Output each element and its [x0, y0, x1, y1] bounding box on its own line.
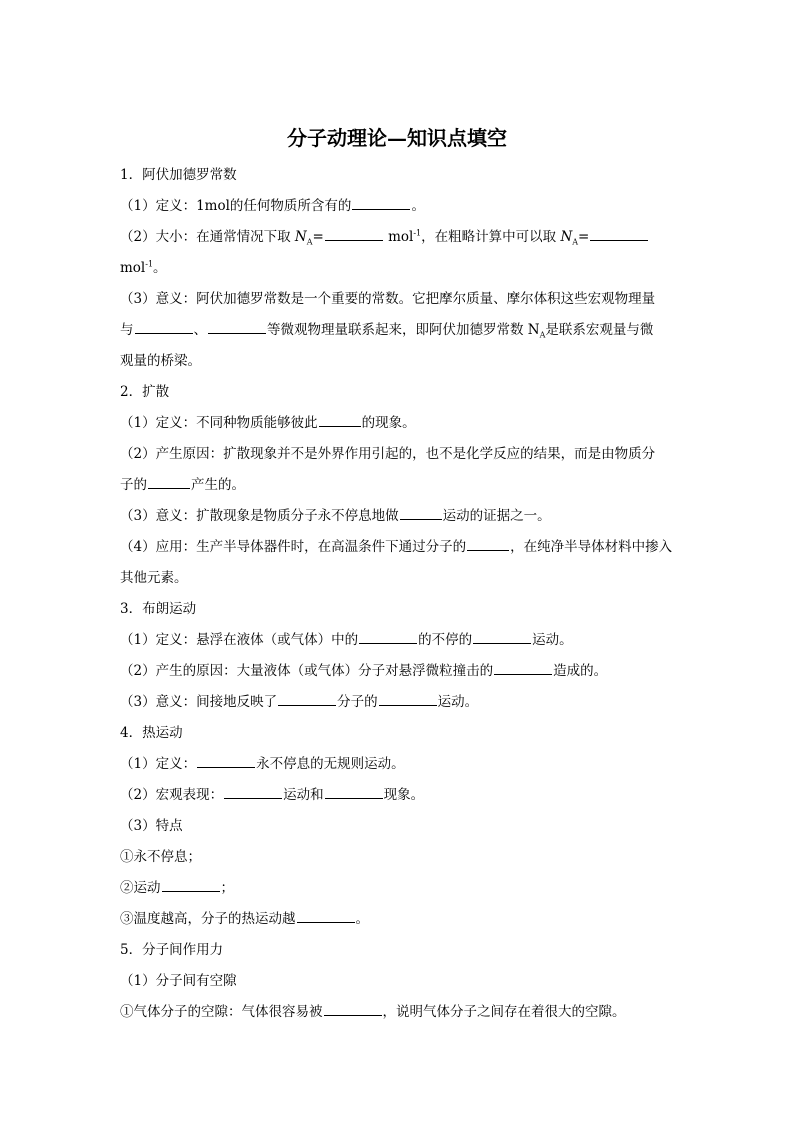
s2-definition: （1）定义：不同种物质能够彼此 的现象。 — [120, 412, 680, 434]
s4-features: （3）特点 — [120, 818, 183, 834]
s3-meaning: （3）意义：间接地反映了 分子的 运动。 — [120, 691, 680, 713]
s1-size: （2）大小：在通常情况下取 $N_A= mol^{-1}$，在粗略计算中可以取 $N_A=$ — [120, 226, 680, 248]
s4-point-2: ②运动 ； — [120, 877, 680, 899]
s1-size-cont: mol$^{-1}$。 — [120, 259, 167, 276]
fill-blank[interactable] — [400, 505, 442, 520]
fill-blank[interactable] — [197, 753, 255, 768]
s2-application-cont: 其他元素。 — [120, 570, 188, 586]
fill-blank[interactable] — [148, 474, 190, 489]
fill-blank[interactable] — [324, 1001, 382, 1016]
s5-gap: （1）分子间有空隙 — [120, 973, 237, 989]
s3-cause: （2）产生的原因：大量液体（或气体）分子对悬浮微粒撞击的 造成的。 — [120, 660, 680, 682]
s1-meaning-cont: 与 、 等微观物理量联系起来，即阿伏加德罗常数 $N_A$是联系宏观量与微 — [120, 319, 680, 341]
s1-definition: （1）定义：1mol的任何物质所含有的 。 — [120, 195, 680, 217]
s3-definition: （1）定义：悬浮在液体（或气体）中的 的不停的 运动。 — [120, 629, 680, 651]
fill-blank[interactable] — [467, 536, 509, 551]
fill-blank[interactable] — [379, 691, 437, 706]
fill-blank[interactable] — [359, 629, 417, 644]
fill-blank[interactable] — [208, 319, 266, 334]
s1-meaning-end: 观量的桥梁。 — [120, 353, 201, 369]
section-1-heading: 1．阿伏加德罗常数 — [120, 167, 237, 183]
fill-blank[interactable] — [325, 226, 383, 241]
fill-blank[interactable] — [473, 629, 531, 644]
section-2-heading: 2．扩散 — [120, 384, 170, 400]
fill-blank[interactable] — [297, 908, 355, 923]
s5-gas-gap: ①气体分子的空隙：气体很容易被 ，说明气体分子之间存在着很大的空隙。 — [120, 1001, 680, 1023]
s4-definition: （1）定义： 永不停息的无规则运动。 — [120, 753, 680, 775]
fill-blank[interactable] — [278, 691, 336, 706]
s4-point-3: ③温度越高，分子的热运动越 。 — [120, 908, 680, 930]
s4-point-1: ①永不停息； — [120, 849, 201, 865]
fill-blank[interactable] — [325, 784, 383, 799]
fill-blank[interactable] — [590, 226, 648, 241]
fill-blank[interactable] — [494, 660, 552, 675]
s2-application: （4）应用：生产半导体器件时，在高温条件下通过分子的 ，在纯净半导体材料中掺入 — [120, 536, 680, 558]
s1-meaning: （3）意义：阿伏加德罗常数是一个重要的常数。它把摩尔质量、摩尔体积这些宏观物理量 — [120, 291, 656, 307]
section-4-heading: 4．热运动 — [120, 725, 183, 741]
s2-cause: （2）产生原因：扩散现象并不是外界作用引起的，也不是化学反应的结果，而是由物质分 — [120, 446, 656, 462]
s2-cause-cont: 子的 产生的。 — [120, 474, 680, 496]
fill-blank[interactable] — [135, 319, 193, 334]
fill-blank[interactable] — [224, 784, 282, 799]
fill-blank[interactable] — [162, 877, 220, 892]
page-title: 分子动理论—知识点填空 — [287, 126, 507, 150]
section-3-heading: 3．布朗运动 — [120, 601, 197, 617]
fill-blank[interactable] — [352, 195, 410, 210]
s2-meaning: （3）意义：扩散现象是物质分子永不停息地做 运动的证据之一。 — [120, 505, 680, 527]
fill-blank[interactable] — [319, 412, 361, 427]
s4-macro: （2）宏观表现： 运动和 现象。 — [120, 784, 680, 806]
section-5-heading: 5．分子间作用力 — [120, 942, 224, 958]
